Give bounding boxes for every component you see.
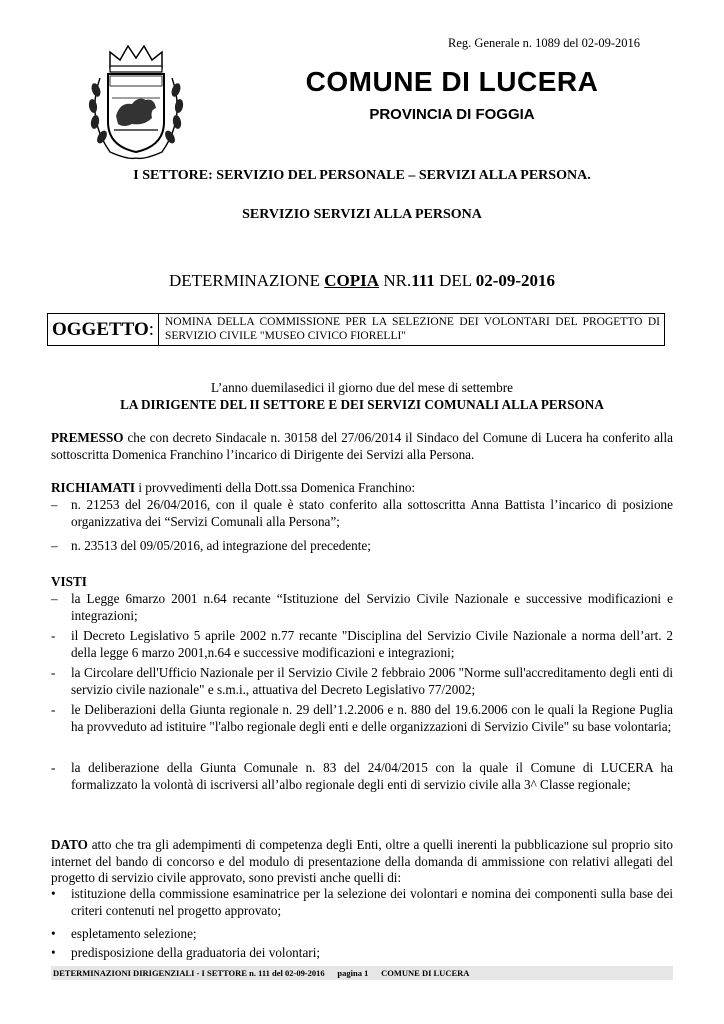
list-item: - la deliberazione della Giunta Comunale n. 83 del 24/04/2015 con la quale il Comune di LUCERA ha formalizzato la volontà di iscriversi all’albo regionale degli enti di servizio civile alla 3^ Classe regionale; <box>51 760 673 792</box>
oggetto-label: OGGETTO : <box>47 313 159 346</box>
servizio-heading: SERVIZIO SERVIZI ALLA PERSONA <box>242 207 482 222</box>
list-item: - il Decreto Legislativo 5 aprile 2002 n.77 recante "Disciplina del Servizio Civile Nazionale a norma dell’art. 2 della legge 6 marzo 2001,n.64 e successive modificazioni e integrazioni; <box>51 628 673 660</box>
registro-generale: Reg. Generale n. 1089 del 02-09-2016 <box>448 36 640 50</box>
oggetto-text: NOMINA DELLA COMMISSIONE PER LA SELEZIONE DEI VOLONTARI DEL PROGETTO DI SERVIZIO CIVILE "MUSEO CIVICO FIORELLI" <box>159 313 665 346</box>
list-item: - la Circolare dell'Ufficio Nazionale per il Servizio Civile 2 febbraio 2006 "Norme sull'accreditamento degli enti di servizio civile nazionale" e s.m.i., attuativa del Decreto Legislativo 77/2002; <box>51 665 673 697</box>
list-item: • espletamento selezione; <box>51 926 197 941</box>
provincia-subtitle: PROVINCIA DI FOGGIA <box>369 106 535 123</box>
visti-keyword: VISTI <box>51 574 87 589</box>
nr-label: NR. <box>379 271 412 290</box>
oggetto-box <box>47 313 665 346</box>
richiamati-paragraph <box>51 480 673 497</box>
list-item: • predisposizione della graduatoria dei volontari; <box>51 945 321 960</box>
coat-of-arms-icon <box>80 38 192 164</box>
richiamati-keyword: RICHIAMATI <box>51 480 136 495</box>
determinazione-number: 111 <box>411 271 435 290</box>
page-footer: DETERMINAZIONI DIRIGENZIALI - I SETTORE n. 111 del 02-09-2016 pagina 1 COMUNE DI LUCERA <box>51 966 673 980</box>
list-item: – la Legge 6marzo 2001 n.64 recante “Istituzione del Servizio Civile Nazionale e successive modificazioni e integrazioni; <box>51 591 673 623</box>
determinazione-heading <box>0 271 724 291</box>
list-item: • istituzione della commissione esaminatrice per la selezione dei volontari e nomina dei componenti sulla base dei criteri contenuti nel progetto approvato; <box>51 886 673 918</box>
list-item: – n. 21253 del 26/04/2016, con il quale è stato conferito alla sottoscritta Anna Battista l’incarico di posizione organizzativa dei “Servizi Comunali alla Persona”; <box>51 497 673 529</box>
premesso-text: che con decreto Sindacale n. 30158 del 27/06/2014 il Sindaco del Comune di Lucera ha conferito alla sottoscritta Domenica Franchino l’incarico di Dirigente dei Servizi alla Persona. <box>51 430 673 462</box>
comune-title: COMUNE DI LUCERA <box>305 66 599 97</box>
anno-line: L’anno duemilasedici il giorno due del mese di settembre <box>210 380 513 395</box>
premesso-keyword: PREMESSO <box>51 430 124 445</box>
determinazione-date: 02-09-2016 <box>475 271 556 290</box>
dirigente-heading: LA DIRIGENTE DEL II SETTORE E DEI SERVIZI COMUNALI ALLA PERSONA <box>120 397 604 412</box>
list-item: - le Deliberazioni della Giunta regionale n. 29 dell’1.2.2006 e n. 880 del 19.6.2006 con le quali la Regione Puglia ha provveduto ad istituire "l'albo regionale degli enti e delle organizzazioni di Servizio Civile" su base volontaria; <box>51 702 673 734</box>
list-item: – n. 23513 del 09/05/2016, ad integrazione del precedente; <box>51 538 371 553</box>
dato-keyword: DATO <box>51 837 88 852</box>
premesso-paragraph <box>51 430 673 463</box>
dato-text: atto che tra gli adempimenti di competenza degli Enti, oltre a quelli inerenti la pubblicazione sul proprio sito internet del bando di concorso e del modulo di presentazione della domanda di ammissione con relativi allegati del progetto di servizio civile approvato, sono previsti anche quelli di: <box>51 837 673 885</box>
richiamati-text: i provvedimenti della Dott.ssa Domenica Franchino: <box>135 480 416 495</box>
del-label: DEL <box>434 271 476 290</box>
settore-heading: I SETTORE: SERVIZIO DEL PERSONALE – SERVIZI ALLA PERSONA. <box>133 168 591 183</box>
copia-label: COPIA <box>324 271 380 290</box>
determinazione-prefix: DETERMINAZIONE <box>168 271 325 290</box>
dato-paragraph <box>51 837 673 887</box>
